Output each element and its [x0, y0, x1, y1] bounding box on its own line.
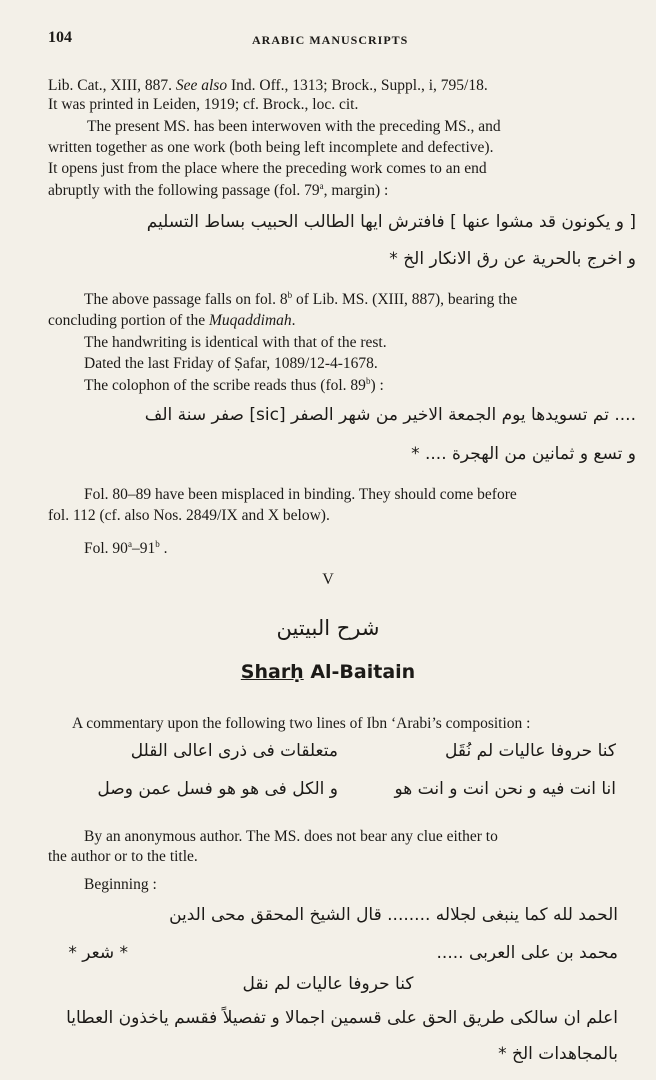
beginning-label: Beginning :: [84, 876, 157, 893]
verse1-left-hemistich: متعلقات فى ذرى اعالى القلل: [130, 741, 338, 761]
para6-line1: By an anonymous author. The MS. does not bear any clue either to: [84, 828, 498, 845]
verse1-right-hemistich: كنا حروفا عاليات لم نُقَل: [445, 741, 616, 761]
para3-line5: The colophon of the scribe reads thus (fol. 89$^b$) :: [84, 375, 384, 394]
page-number: 104: [48, 29, 72, 46]
arabic3-line4: اعلم ان سالكى طريق الحق على قسمين اجمالا و تفصيلاً فقسم ياخذون العطايا: [66, 1008, 618, 1028]
para3-line3: The handwriting is identical with that of the rest.: [84, 334, 387, 351]
arabic3-line3: كنا حروفا عاليات لم نقل: [242, 974, 414, 994]
para3-line4: Dated the last Friday of Ṣafar, 1089/12-4-1678.: [84, 355, 378, 372]
section-title: Sharḥ Al-Baitain: [240, 661, 416, 683]
arabic1-line2: و اخرج بالحرية عن رق الانكار الخ *: [389, 249, 636, 269]
para2-line2: written together as one work (both being left incomplete and defective).: [48, 139, 494, 156]
verse2-left-hemistich: و الكل فى هو هو فسل عمن وصل: [97, 779, 338, 799]
para6-line2: the author or to the title.: [48, 848, 198, 865]
folio-range: Fol. 90$^a$–91$^b$ .: [84, 538, 168, 557]
para3-line1: The above passage falls on fol. 8$^b$ of Lib. MS. (XIII, 887), bearing the: [84, 289, 518, 308]
arabic3-line1: الحمد لله كما ينبغى لجلاله ........ قال الشيخ المحقق محى الدين: [169, 905, 618, 925]
para2-line3: It opens just from the place where the preceding work comes to an end: [48, 160, 487, 177]
arabic3-line2-left: * شعر *: [68, 943, 128, 963]
para4-line2: fol. 112 (cf. also Nos. 2849/IX and X below).: [48, 507, 330, 524]
arabic2-line1: .... تم تسويدها يوم الجمعة الاخير من شهر الصفر [sic] صفر سنة الف: [144, 405, 636, 425]
para4-line1: Fol. 80–89 have been misplaced in binding. They should come before: [84, 486, 517, 503]
para2-line1: The present MS. has been interwoven with the preceding MS., and: [87, 118, 501, 135]
para3-line2: concluding portion of the Muqaddimah.: [48, 312, 296, 329]
arabic3-line2-right: محمد بن على العربى .....: [436, 943, 618, 963]
running-title: ARABIC MANUSCRIPTS: [252, 33, 409, 47]
para5-line1: A commentary upon the following two lines of Ibn ‘Arabi’s composition :: [72, 715, 531, 732]
arabic2-line2: و تسع و ثمانين من الهجرة .... *: [411, 444, 636, 464]
arabic3-line5: بالمجاهدات الخ *: [498, 1044, 618, 1064]
para2-line4: abruptly with the following passage (fol. 79$^a$, margin) :: [48, 180, 389, 199]
section-numeral: V: [322, 571, 334, 588]
verse2-right-hemistich: انا انت فيه و نحن انت و انت هو: [394, 779, 616, 799]
para1-line1: Lib. Cat., XIII, 887. See also Ind. Off., 1313; Brock., Suppl., i, 795/18.: [48, 77, 488, 94]
para1-line2: It was printed in Leiden, 1919; cf. Brock., loc. cit.: [48, 96, 359, 113]
section-arabic-title: شرح البيتين: [276, 616, 380, 640]
arabic1-line1: [ و يكونون قد مشوا عنها ] فافترش ايها الطالب الحبيب بساط التسليم: [146, 212, 636, 232]
